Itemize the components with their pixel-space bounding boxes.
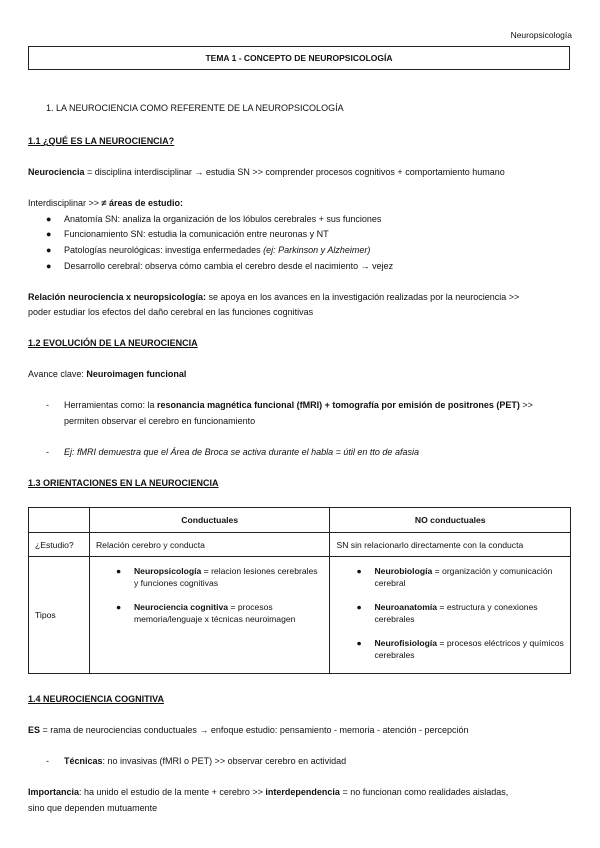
list-item-text: Anatomía SN: analiza la organización de los lóbulos cerebrales + sus funciones [64,214,382,224]
table-header-row [29,508,571,533]
relacion-paragraph-line-1 [28,292,519,303]
table-cell: SN sin relacionarlo directamente con la conducta [330,533,571,557]
list-item [356,637,564,661]
list-item [46,214,381,225]
importancia-text: : ha unido el estudio de la mente + cerebro >> [79,787,266,797]
es-text: = rama de neurociencias conductuales → enfoque estudio: pensamiento - memoria - atención - percepción [40,725,469,735]
list-item-text: Patologías neurológicas: investiga enfermedades [64,245,264,255]
table-cell [89,557,330,674]
list-item [46,245,370,256]
list-item-text: Funcionamiento SN: estudia la comunicación entre neuronas y NT [64,229,329,239]
bullet-icon: ● [46,245,52,255]
dash-text: Ej: fMRI demuestra que el Área de Broca se activa durante el habla = útil en tto de afasia [64,447,419,457]
bullet-icon: ● [46,261,52,271]
es-definition [28,725,469,736]
list-item [116,565,324,589]
orientaciones-table [28,507,571,674]
table-cell: Relación cerebro y conducta [89,533,330,557]
dash-text: Herramientas como: la [64,400,158,410]
bullet-icon: ● [46,229,52,239]
dash-text: : no invasivas (fMRI o PET) >> observar cerebro en actividad [102,756,347,766]
neurociencia-definition [28,167,505,178]
avance-bold: Neuroimagen funcional [86,369,187,379]
dash-icon: - [46,400,49,410]
row-label: ¿Estudio? [29,533,90,557]
dash-item-herramientas [46,400,533,411]
document-title [28,46,570,70]
interdependencia-bold: interdependencia [265,787,340,797]
row-label: Tipos [29,557,90,674]
avance-prefix: Avance clave: [28,369,87,379]
list-item [46,261,393,272]
list-item-text: Neurociencia cognitiva = procesos memoria/lenguaje x técnicas neuroimagen [133,602,296,624]
dash-icon: - [46,447,49,457]
list-item [356,565,564,589]
table-row [29,533,571,557]
section-1-3-heading: 1.3 ORIENTACIONES EN LA NEUROCIENCIA [28,478,219,488]
bullet-icon: ● [356,566,362,576]
list-item-text: Neurobiología = organización y comunicación cerebral [374,566,553,588]
column-header: Conductuales [89,508,330,533]
bullet-icon: ● [115,602,122,612]
definition-text: = disciplina interdisciplinar → estudia SN >> comprender procesos cognitivos + comportamiento humano [84,167,505,177]
dash-icon: - [46,756,49,766]
section-1-4-heading: 1.4 NEUROCIENCIA COGNITIVA [28,694,165,704]
dash-item-tecnicas [46,756,346,767]
page-header-subject: Neuropsicología [510,30,572,40]
list-item [46,229,329,240]
column-header: NO conductuales [330,508,571,533]
section-1-2-heading: 1.2 EVOLUCIÓN DE LA NEUROCIENCIA [28,338,198,348]
dash-bold: resonancia magnética funcional (fMRI) + tomografía por emisión de positrones (PET) [157,400,520,410]
definition-term: Neurociencia [28,167,85,177]
relacion-text: se apoya en los avances en la investigación realizadas por la neurociencia >> [206,292,520,302]
table-row [29,557,571,674]
dash-item-example [46,447,419,458]
dash-item-continuation: permiten observar el cerebro en funcionamiento [64,416,256,426]
importancia-line-2: sino que dependen mutuamente [28,803,158,813]
bullet-icon: ● [46,214,52,224]
importancia-bold: Importancia [28,787,80,797]
importancia-text-end: = no funcionan como realidades aisladas, [339,787,509,797]
section-1-1-heading: 1.1 ¿QUÉ ES LA NEUROCIENCIA? [28,136,175,146]
list-item [356,601,564,625]
bullet-icon: ● [356,602,362,612]
list-item [116,601,324,625]
inter-prefix: Interdisciplinar >> [28,198,102,208]
inter-bold: ≠ áreas de estudio: [101,198,184,208]
title-text: TEMA 1 - CONCEPTO DE NEUROPSICOLOGÍA [205,53,393,63]
importancia-line-1 [28,787,508,798]
relacion-paragraph-line-2: poder estudiar los efectos del daño cerebral en las funciones cognitivas [28,307,314,317]
dash-text-end: >> [519,400,533,410]
dash-bold: Técnicas [64,756,103,766]
bullet-icon: ● [356,638,362,648]
list-item-example: (ej: Parkinson y Alzheimer) [263,245,371,255]
avance-clave [28,369,186,380]
list-item-text: Neuropsicología = relacion lesiones cerebrales y funciones cognitivas [133,566,318,588]
es-bold: ES [28,725,41,735]
interdisciplinar-line [28,198,183,209]
section-1-heading: 1. LA NEUROCIENCIA COMO REFERENTE DE LA NEUROPSICOLOGÍA [46,103,344,113]
list-item-text: Neurofisiología = procesos eléctricos y químicos cerebrales [374,638,564,660]
table-corner-cell [29,508,90,533]
bullet-icon: ● [115,566,122,576]
list-item-text: Desarrollo cerebral: observa cómo cambia el cerebro desde el nacimiento → vejez [64,261,394,271]
relacion-bold: Relación neurociencia x neuropsicología: [28,292,207,302]
table-cell [330,557,571,674]
list-item-text: Neuroanatomía = estructura y conexiones cerebrales [374,602,538,624]
